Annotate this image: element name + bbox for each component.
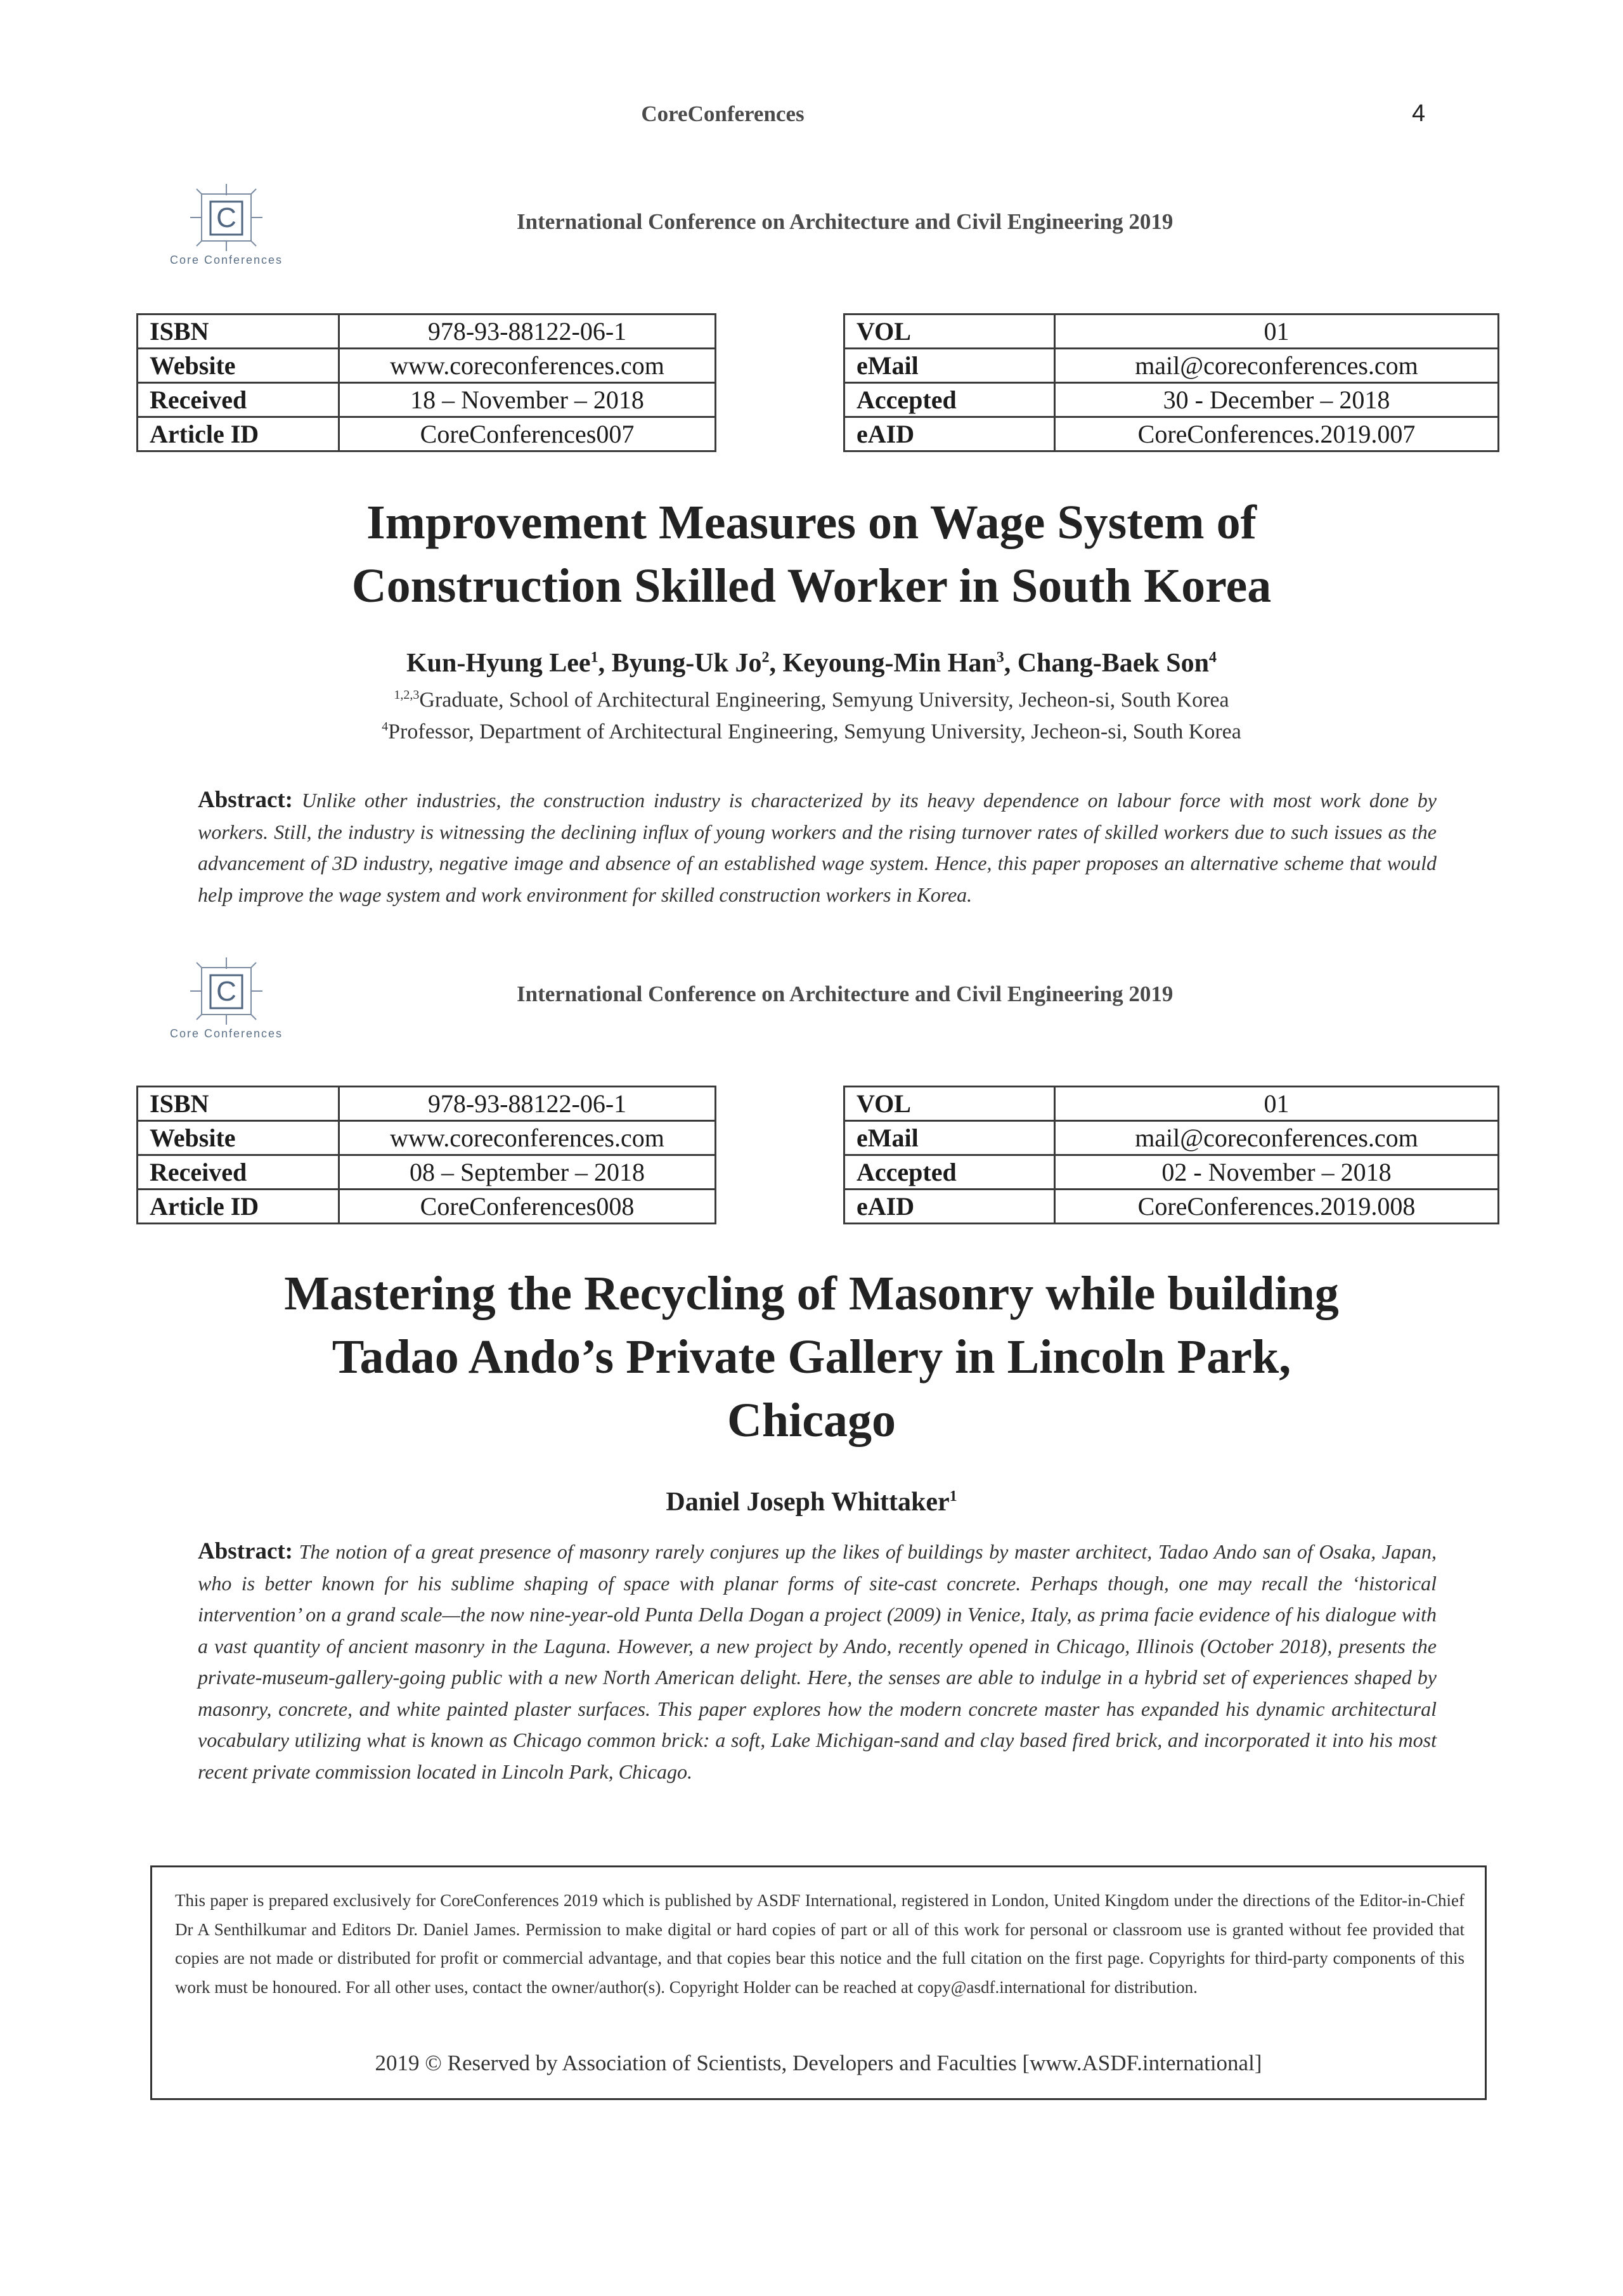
meta-value: CoreConferences.2019.008	[1055, 1190, 1499, 1224]
abstract-text: Unlike other industries, the construction industry is characterized by its heavy dependence on labour force with most work done by workers. Still, the industry is witnessing the declining influx of young workers and the rising turnover rates of skilled workers due to such issues as the advancement of 3D industry, negative image and absence of an established wage system. Hence, this paper proposes an alternative scheme that would help improve the wage system and work environment for skilled construction workers in Korea.	[198, 789, 1437, 906]
metadata-table-left	[136, 1086, 716, 1224]
meta-key: Accepted	[844, 383, 1055, 417]
author-list	[0, 1487, 1623, 1517]
meta-value: 978-93-88122-06-1	[339, 1087, 716, 1121]
title-line: Construction Skilled Worker in South Korea	[351, 559, 1272, 613]
table-row	[844, 315, 1499, 349]
table-row	[138, 315, 716, 349]
table-row	[844, 1155, 1499, 1190]
table-row	[138, 349, 716, 383]
author-name: Chang-Baek Son	[1017, 649, 1209, 678]
meta-value: 08 – September – 2018	[339, 1155, 716, 1190]
meta-value: www.coreconferences.com	[339, 1121, 716, 1155]
author-name: Keyoung-Min Han	[782, 649, 997, 678]
meta-value: mail@coreconferences.com	[1055, 349, 1499, 383]
abstract-text: The notion of a great presence of masonry rarely conjures up the likes of buildings by master architect, Tadao Ando san of Osaka, Japan, who is better known for his sublime shaping of space with planar forms of site-cast concrete. Perhaps though, one may recall the ‘historical intervention’ on a grand scale—the now nine-year-old Punta Della Dogan a project (2009) in Venice, Italy, as prima facie evidence of his dialogue with a vast quantity of ancient masonry in the Laguna. However, a new project by Ando, recently opened in Chicago, Illinois (October 2018), presents the private-museum-gallery-going public with a new North American delight. Here, the senses are able to indulge in a hybrid set of experiences shaped by masonry, concrete, and white painted plaster surfaces. This paper explores how the modern concrete master has expanded his dynamic architectural vocabulary utilizing what is known as Chicago common brick: a soft, Lake Michigan-sand and clay based fired brick, and incorporated it into his most recent private commission located in Lincoln Park, Chicago.	[198, 1540, 1437, 1783]
meta-key: eAID	[844, 1190, 1055, 1224]
table-row	[138, 1121, 716, 1155]
meta-key: Accepted	[844, 1155, 1055, 1190]
author-sup: 2	[761, 649, 770, 666]
article-title	[0, 491, 1623, 618]
logo-caption: Core Conferences	[169, 254, 283, 266]
affiliation-text: Professor, Department of Architectural Engineering, Semyung University, Jecheon-si, South Korea	[388, 720, 1241, 744]
affiliation-text: Graduate, School of Architectural Engineering, Semyung University, Jecheon-si, South Korea	[419, 688, 1229, 712]
article-title	[0, 1262, 1623, 1452]
meta-value: CoreConferences.2019.007	[1055, 417, 1499, 451]
table-row	[844, 349, 1499, 383]
abstract	[198, 1536, 1437, 1787]
meta-value: 978-93-88122-06-1	[339, 315, 716, 349]
author-name: Kun-Hyung Lee	[406, 649, 591, 678]
meta-key: eMail	[844, 349, 1055, 383]
meta-key: Website	[138, 1121, 339, 1155]
copyright-notice: This paper is prepared exclusively for CoreConferences 2019 which is published by ASDF International, registered in London, United Kingdom under the directions of the Editor-in-Chief Dr A Senthilkumar and Editors Dr. Daniel James. Permission to make digital or hard copies of part or all of this work for personal or classroom use is granted without fee provided that copies are not made or distributed for profit or commercial advantage, and that copies bear this notice and the full citation on the first page. Copyrights for third-party components of this work must be honoured. For all other uses, contact the owner/author(s). Copyright Holder can be reached at copy@asdf.international for distribution.	[175, 1891, 1465, 1997]
copyright-box	[150, 1865, 1487, 2100]
table-row	[138, 1087, 716, 1121]
abstract-label: Abstract:	[198, 787, 294, 813]
svg-text:C: C	[216, 202, 236, 233]
table-row	[844, 1121, 1499, 1155]
meta-key: eAID	[844, 417, 1055, 451]
metadata-table-right	[843, 1086, 1499, 1224]
author-sup: 1	[949, 1488, 957, 1505]
meta-value: CoreConferences007	[339, 417, 716, 451]
logo-caption: Core Conferences	[169, 1027, 283, 1040]
meta-key: Article ID	[138, 417, 339, 451]
meta-key: Received	[138, 383, 339, 417]
author-sup: 3	[996, 649, 1004, 666]
meta-key: Article ID	[138, 1190, 339, 1224]
metadata-table-right	[843, 313, 1499, 452]
svg-text:C: C	[216, 976, 236, 1007]
affiliation-sup: 1,2,3	[394, 688, 420, 702]
conference-name: International Conference on Architecture and Civil Engineering 2019	[517, 209, 1174, 234]
meta-value: 01	[1055, 315, 1499, 349]
title-line: Mastering the Recycling of Masonry while building	[284, 1267, 1339, 1320]
author-sup: 1	[590, 649, 598, 666]
affiliation	[0, 688, 1623, 712]
affiliation-sup: 4	[382, 720, 389, 734]
meta-value: 02 - November – 2018	[1055, 1155, 1499, 1190]
meta-value: CoreConferences008	[339, 1190, 716, 1224]
table-row	[844, 383, 1499, 417]
meta-key: ISBN	[138, 315, 339, 349]
author-name: Byung-Uk Jo	[611, 649, 762, 678]
meta-value: www.coreconferences.com	[339, 349, 716, 383]
table-row	[138, 417, 716, 451]
meta-value: 18 – November – 2018	[339, 383, 716, 417]
title-line: Tadao Ando’s Private Gallery in Lincoln Park,	[332, 1330, 1291, 1384]
table-row	[138, 1155, 716, 1190]
abstract	[198, 784, 1437, 911]
abstract-label: Abstract:	[198, 1538, 294, 1564]
author-name: Daniel Joseph Whittaker	[666, 1488, 950, 1517]
meta-key: VOL	[844, 315, 1055, 349]
table-row	[138, 1190, 716, 1224]
meta-value: mail@coreconferences.com	[1055, 1121, 1499, 1155]
copyright-footer: 2019 © Reserved by Association of Scientists, Developers and Faculties [www.ASDF.international]	[375, 2051, 1262, 2075]
meta-value: 01	[1055, 1087, 1499, 1121]
author-list: Kun-Hyung Lee$^1$, Byung-Uk Jo$^2$, Keyoung-Min Han$^3$, Chang-Baek Son$^4$	[406, 649, 1217, 678]
metadata-table-left	[136, 313, 716, 452]
core-conferences-logo	[147, 183, 306, 271]
title-line: Improvement Measures on Wage System of	[366, 496, 1257, 549]
title-line: Chicago	[727, 1394, 896, 1447]
author-sup: 4	[1208, 649, 1217, 666]
meta-key: Website	[138, 349, 339, 383]
logo-emblem-icon	[185, 956, 268, 1026]
meta-key: eMail	[844, 1121, 1055, 1155]
table-row	[138, 383, 716, 417]
meta-key: VOL	[844, 1087, 1055, 1121]
affiliation	[0, 720, 1623, 744]
core-conferences-logo	[147, 956, 306, 1045]
table-row	[844, 417, 1499, 451]
running-header: CoreConferences	[641, 101, 805, 126]
page-number: 4	[1412, 100, 1426, 127]
table-row	[844, 1190, 1499, 1224]
meta-key: ISBN	[138, 1087, 339, 1121]
conference-name: International Conference on Architecture and Civil Engineering 2019	[517, 982, 1174, 1006]
logo-emblem-icon	[185, 183, 268, 252]
meta-key: Received	[138, 1155, 339, 1190]
table-row	[844, 1087, 1499, 1121]
meta-value: 30 - December – 2018	[1055, 383, 1499, 417]
